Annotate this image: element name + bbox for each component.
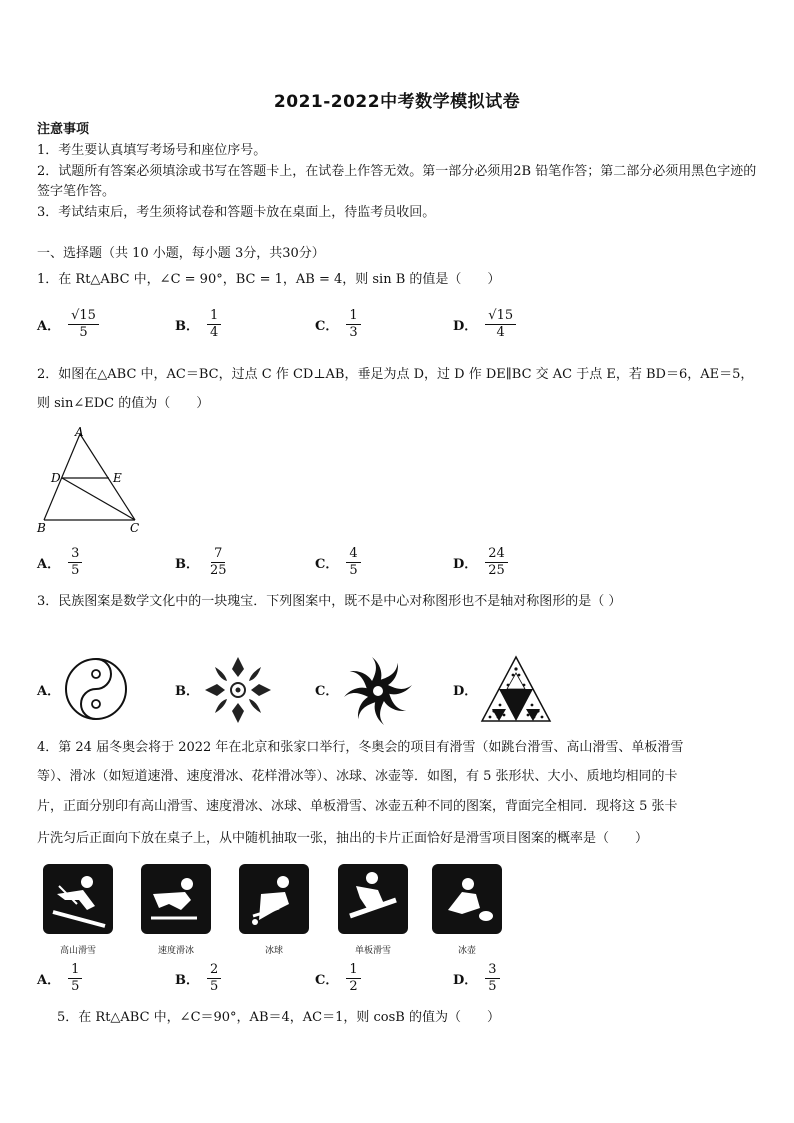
flower-cross-icon xyxy=(203,655,273,725)
fraction xyxy=(485,546,508,579)
side-ab xyxy=(44,434,80,520)
fraction-denominator: 5 xyxy=(71,979,80,994)
option-label: D． xyxy=(453,557,478,572)
fraction-numerator: 2 xyxy=(207,962,221,979)
fraction-numerator: 4 xyxy=(346,546,360,563)
question-5-stem: 5．在 Rt△ABC 中，∠C＝90°，AB＝4，AC＝1，则 cosB 的值为（ ） xyxy=(57,1010,500,1025)
notice-item-2: 2．试题所有答案必须填涂或书写在答题卡上，在试卷上作答无效。第一部分必须用2B 铅笔作答；第二部分必须用黑色字迹的签字笔作答。 xyxy=(37,164,757,199)
curling-icon xyxy=(432,864,502,934)
fraction xyxy=(346,546,360,579)
option-label: D． xyxy=(453,319,478,334)
card-caption: 速度滑冰 xyxy=(157,946,194,956)
vertex-label-e: E xyxy=(113,471,122,485)
ice-hockey-card xyxy=(239,864,309,934)
fraction-denominator: 5 xyxy=(349,563,358,578)
fraction-numerator: 1 xyxy=(346,962,360,979)
fraction-numerator: 1 xyxy=(207,308,221,325)
yin-yang-icon xyxy=(64,657,128,721)
fraction-denominator: 25 xyxy=(488,563,505,578)
fraction-numerator: √15 xyxy=(485,308,516,325)
question-2-option-c[interactable] xyxy=(315,546,361,579)
fraction-numerator: 1 xyxy=(346,308,360,325)
question-4-stem-line4: 片洗匀后正面向下放在桌子上，从中随机抽取一张，抽出的卡片正面恰好是滑雪项目图案的概率是（ ） xyxy=(37,831,649,846)
fraction xyxy=(485,962,499,995)
speed-skating-card xyxy=(141,864,211,934)
option-label: A． xyxy=(37,557,61,572)
fraction-numerator: 3 xyxy=(68,546,82,563)
fraction-denominator: 5 xyxy=(210,979,219,994)
fraction xyxy=(68,962,82,995)
fraction xyxy=(68,546,82,579)
option-label: A． xyxy=(37,319,61,334)
option-label: C． xyxy=(315,973,339,988)
option-label: D． xyxy=(453,973,478,988)
question-2-option-a[interactable] xyxy=(37,546,82,579)
fraction-numerator: 1 xyxy=(68,962,82,979)
card-caption: 单板滑雪 xyxy=(354,946,391,956)
question-4-stem-line1: 4．第 24 届冬奥会将于 2022 年在北京和张家口举行，冬奥会的项目有滑雪（如跳台滑雪、高山滑雪、单板滑雪 xyxy=(37,740,684,755)
vertex-label-d: D xyxy=(51,471,61,485)
option-label: A． xyxy=(37,973,61,988)
fraction xyxy=(207,546,230,579)
question-1-option-d[interactable] xyxy=(453,308,516,341)
segment-cd xyxy=(62,478,135,520)
option-label: B． xyxy=(175,684,199,699)
speed-skating-icon xyxy=(141,864,211,934)
fraction xyxy=(346,308,360,341)
page-title: 2021-2022中考数学模拟试卷 xyxy=(273,92,521,112)
notice-item-3: 3．考试结束后，考生须将试卷和答题卡放在桌面上，待监考员收回。 xyxy=(37,205,436,220)
question-2-option-b[interactable] xyxy=(175,546,230,579)
fraction xyxy=(207,308,221,341)
fraction-denominator: 25 xyxy=(210,563,227,578)
fraction-denominator: 5 xyxy=(488,979,497,994)
alpine-skiing-icon xyxy=(43,864,113,934)
question-4-stem-line2: 等）、滑冰（如短道速滑、速度滑冰、花样滑冰等）、冰球、冰壶等．如图，有 5 张形状、大小、质地均相同的卡 xyxy=(37,769,678,784)
fraction xyxy=(346,962,360,995)
option-label: C． xyxy=(315,684,339,699)
sierpinski-triangle-icon xyxy=(480,655,552,723)
question-1-stem: 1．在 Rt△ABC 中，∠C = 90°，BC = 1，AB = 4，则 sin B 的值是（ ） xyxy=(37,272,501,287)
question-1-option-a[interactable] xyxy=(37,308,99,341)
option-label: B． xyxy=(175,557,199,572)
card-caption: 高山滑雪 xyxy=(59,946,96,956)
question-4-option-b[interactable] xyxy=(175,962,221,995)
fraction-denominator: 4 xyxy=(496,325,505,340)
alpine-skiing-card xyxy=(43,864,113,934)
option-label: A． xyxy=(37,684,61,699)
option-label: C． xyxy=(315,319,339,334)
option-label: B． xyxy=(175,973,199,988)
vertex-label-b: B xyxy=(37,521,46,535)
fraction-numerator: √15 xyxy=(68,308,99,325)
option-label: D． xyxy=(453,684,478,699)
question-4-option-d[interactable] xyxy=(453,962,500,995)
question-2-stem-line2: 则 sin∠EDC 的值为（ ） xyxy=(37,396,210,411)
fraction-denominator: 5 xyxy=(71,563,80,578)
fraction-denominator: 5 xyxy=(79,325,88,340)
section-heading: 一、选择题（共 10 小题，每小题 3分，共30分） xyxy=(37,246,325,261)
ice-hockey-icon xyxy=(239,864,309,934)
question-3-stem: 3．民族图案是数学文化中的一块瑰宝．下列图案中，既不是中心对称图形也不是轴对称图形的是（ ） xyxy=(37,594,622,609)
card-caption: 冰球 xyxy=(264,946,283,956)
fraction-numerator: 3 xyxy=(485,962,499,979)
question-1-option-b[interactable] xyxy=(175,308,221,341)
fraction-numerator: 24 xyxy=(485,546,508,563)
triangle-figure xyxy=(35,424,145,536)
question-1-option-c[interactable] xyxy=(315,308,361,341)
card-caption: 冰壶 xyxy=(457,946,476,956)
option-label: C． xyxy=(315,557,339,572)
notice-heading: 注意事项 xyxy=(37,122,90,137)
question-4-stem-line3: 片，正面分别印有高山滑雪、速度滑冰、冰球、单板滑雪、冰壶五种不同的图案，背面完全相同．现将这 5 张卡 xyxy=(37,799,678,814)
fraction xyxy=(68,308,99,341)
snowboard-card xyxy=(338,864,408,934)
side-ac xyxy=(80,434,135,520)
vertex-label-c: C xyxy=(130,521,140,535)
fraction-denominator: 3 xyxy=(349,325,358,340)
notice-item-1: 1．考生要认真填写考场号和座位序号。 xyxy=(37,143,267,158)
fraction-numerator: 7 xyxy=(211,546,225,563)
snowboard-icon xyxy=(338,864,408,934)
curling-card xyxy=(432,864,502,934)
question-4-option-a[interactable] xyxy=(37,962,82,995)
option-label: B． xyxy=(175,319,199,334)
question-2-stem-line1: 2．如图在△ABC 中，AC＝BC，过点 C 作 CD⊥AB，垂足为点 D，过 D 作 DE∥BC 交 AC 于点 E，若 BD＝6，AE＝5， xyxy=(37,367,754,382)
fraction xyxy=(207,962,221,995)
question-4-option-c[interactable] xyxy=(315,962,361,995)
question-2-option-d[interactable] xyxy=(453,546,508,579)
fraction-denominator: 2 xyxy=(349,979,358,994)
fraction xyxy=(485,308,516,341)
pinwheel-flower-icon xyxy=(342,655,414,727)
fraction-denominator: 4 xyxy=(210,325,219,340)
vertex-label-a: A xyxy=(75,425,84,439)
